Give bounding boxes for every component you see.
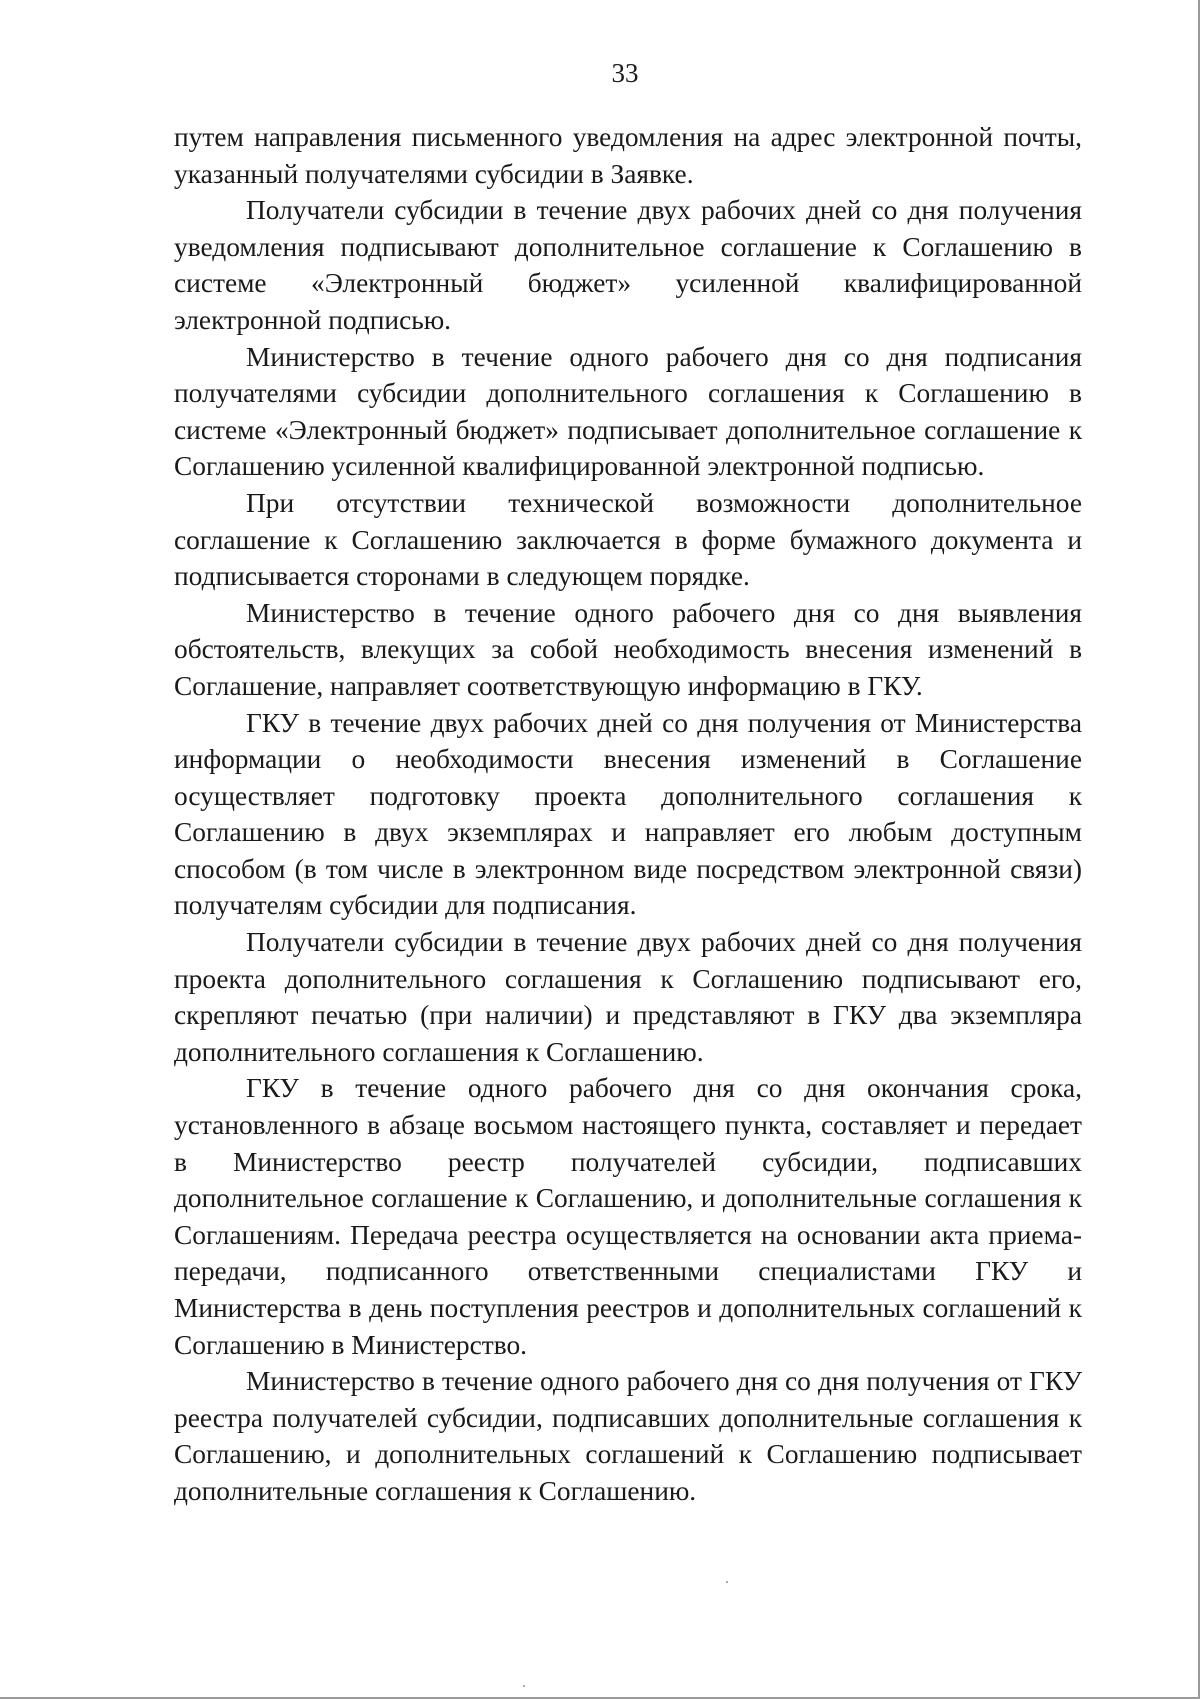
paragraph-recipients-sign-electronic: Получатели субсидии в течение двух рабочих дней со дня получения уведомления подписывают дополнительное соглашение к Соглашению в системе «Электронный бюджет» усиленной квалифицированной электронной подписью.	[174, 195, 1082, 335]
paragraph-ministry-signs-agreements: Министерство в течение одного рабочего дня со дня получения от ГКУ реестра получателей субсидии, подписавших дополнительные соглашения к Соглашению, и дополнительных соглашений к Соглашению подписывает дополнительные соглашения к Соглашению.	[174, 1366, 1082, 1506]
paragraph-continuation: путем направления письменного уведомления на адрес электронной почты, указанный получателями субсидии в Заявке.	[174, 122, 1082, 189]
page-number: 33	[611, 58, 639, 88]
scan-speck	[523, 1685, 525, 1687]
paragraph-ministry-sends-info: Министерство в течение одного рабочего дня со дня выявления обстоятельств, влекущих за собой необходимость внесения изменений в Соглашение, направляет соответствующую информацию в ГКУ.	[174, 597, 1082, 701]
paragraph-gku-transfers-registry: ГКУ в течение одного рабочего дня со дня окончания срока, установленного в абзаце восьмом настоящего пункта, составляет и передает в Министерство реестр получателей субсидии, подписавших дополнительное соглашение к Соглашению, и дополнительные соглашения к Соглашениям. Передача реестра осуществляется на основании акта приема-передачи, подписанного ответственными специалистами ГКУ и Министерства в день поступления реестров и дополнительных соглашений к Соглашению в Министерство.	[174, 1073, 1082, 1360]
paragraph-recipients-sign-paper: Получатели субсидии в течение двух рабочих дней со дня получения проекта дополнительного соглашения к Соглашению подписывают его, скрепляют печатью (при наличии) и представляют в ГКУ два экземпляра дополнительного соглашения к Соглашению.	[174, 927, 1082, 1067]
scan-speck	[726, 1581, 728, 1583]
paragraph-gku-prepares-draft: ГКУ в течение двух рабочих дней со дня получения от Министерства информации о необходимости внесения изменений в Соглашение осуществляет подготовку проекта дополнительного соглашения к Соглашению в двух экземплярах и направляет его любым доступным способом (в том числе в электронном виде посредством электронной связи) получателям субсидии для подписания.	[174, 707, 1082, 921]
paragraph-paper-document: При отсутствии технической возможности дополнительное соглашение к Соглашению заключается в форме бумажного документа и подписывается сторонами в следующем порядке.	[174, 487, 1082, 592]
paragraph-ministry-signs-electronic: Министерство в течение одного рабочего дня со дня подписания получателями субсидии дополнительного соглашения к Соглашению в системе «Электронный бюджет» подписывает дополнительное соглашение к Соглашению усиленной квалифицированной электронной подписью.	[174, 341, 1082, 482]
document-body	[174, 119, 1082, 1510]
